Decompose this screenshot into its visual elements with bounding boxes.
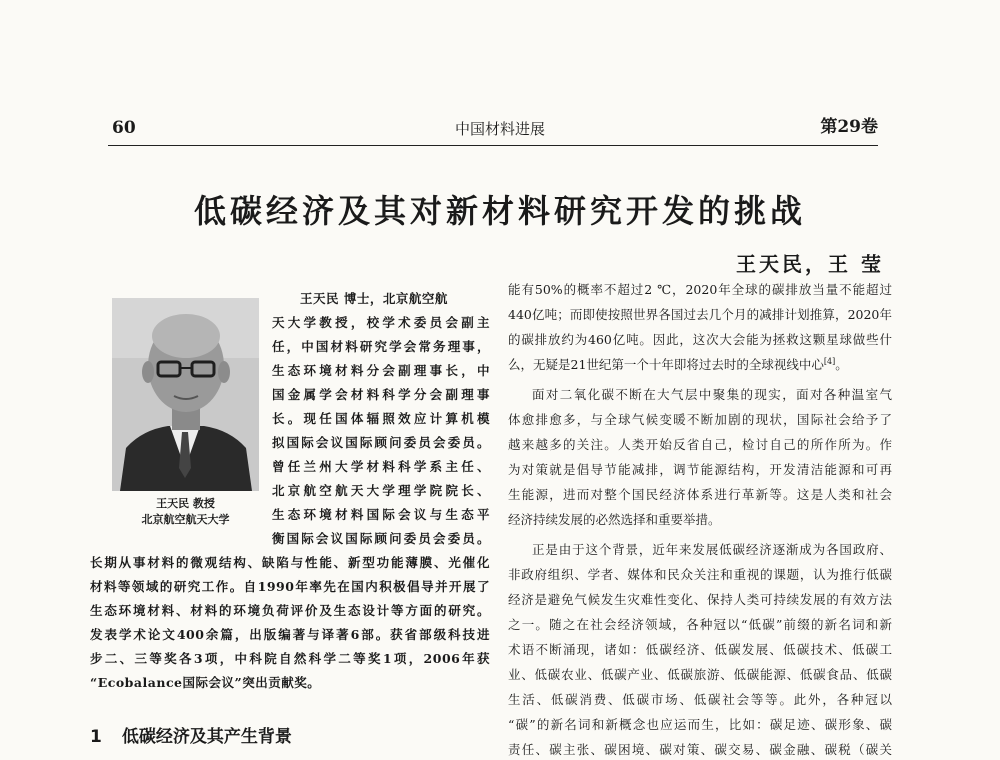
- bio-line: 天大学教授，校学术委员会副主: [272, 315, 490, 330]
- bio-line: 衡国际会议国际顾问委员会委员。: [272, 531, 490, 546]
- bio-line: 生态环境材料分会副理事长，中: [272, 363, 490, 378]
- section-number: 1: [90, 727, 102, 747]
- bio-line: 国金属学会材料科学分会副理事: [272, 387, 490, 402]
- body-line: 体愈排愈多，与全球气候变暖不断加剧的现状，国际社会给予了: [508, 412, 892, 427]
- bio-line: 生态环境材料、材料的环境负荷评价及生态设计等方面的研究。: [90, 603, 490, 618]
- section-title: 低碳经济及其产生背景: [121, 727, 292, 747]
- header-rule: [108, 145, 878, 146]
- body-line: 生能源，进而对整个国民经济体系进行革新等。这是人类和社会: [508, 487, 892, 502]
- body-line: 正是由于这个背景，近年来发展低碳经济逐渐成为各国政府、: [532, 542, 892, 557]
- journal-name: 中国材料进展: [454, 120, 545, 138]
- body-line: 440亿吨；而即使按照世界各国过去几个月的减排计划推算，2020年: [508, 307, 892, 322]
- body-line: 经济持续发展的必然选择和重要举措。: [508, 512, 721, 527]
- body-line: 经济是避免气候发生灾难性变化、保持人类可持续发展的有效方法: [508, 592, 892, 607]
- body-line: 的碳排放约为460亿吨。因此，这次大会能为拯救这颗星球做些什: [508, 332, 892, 347]
- caption-name: 王天民 教授: [156, 497, 215, 510]
- bio-line: 拟国际会议国际顾问委员会委员。: [272, 435, 490, 450]
- body-line: 能有50%的概率不超过2 ℃，2020年全球的碳排放当量不能超过: [508, 282, 892, 297]
- section-heading: [90, 722, 292, 747]
- page-number: 60: [112, 118, 136, 138]
- article-title: 低碳经济及其对新材料研究开发的挑战: [193, 192, 806, 230]
- body-line: 术语不断涌现，诸如：低碳经济、低碳发展、低碳技术、低碳工: [508, 642, 892, 657]
- bio-line: 长。现任国体辐照效应计算机模: [272, 411, 490, 426]
- photo-caption: [112, 496, 259, 528]
- body-line: “碳”的新名词和新概念也应运而生，比如：碳足迹、碳形象、碳: [508, 717, 892, 732]
- body-line: [508, 355, 892, 373]
- bio-line: 生态环境材料国际会议与生态平: [272, 507, 490, 522]
- bio-line: 发表学术论文400余篇，出版编著与译著6部。获省部级科技进: [90, 627, 490, 642]
- body-line: 生活、低碳消费、低碳市场、低碳社会等等。此外，各种冠以: [508, 692, 892, 707]
- body-line: 之一。随之在社会经济领域，各种冠以“低碳”前缀的新名词和新: [508, 617, 892, 632]
- volume-label: 第29卷: [820, 117, 878, 137]
- body-line: 责任、碳主张、碳困境、碳对策、碳交易、碳金融、碳税（碳关: [508, 742, 892, 757]
- body-line: 越来越多的关注。人类开始反省自己，检讨自己的所作所为。作: [508, 437, 892, 452]
- body-line: 业、低碳农业、低碳产业、低碳旅游、低碳能源、低碳食品、低碳: [508, 667, 892, 682]
- body-line-end: 。: [835, 357, 848, 372]
- body-line: 面对二氧化碳不断在大气层中聚集的现实，面对各种温室气: [532, 387, 892, 402]
- bio-line: 长期从事材料的微观结构、缺陷与性能、新型功能薄膜、光催化: [90, 555, 490, 570]
- body-line-text: 么，无疑是21世纪第一个十年即将过去时的全球视线中心: [508, 357, 824, 372]
- bio-line: 材料等领域的研究工作。自1990年率先在国内积极倡导并开展了: [90, 579, 490, 594]
- bio-line: 步二、三等奖各3项，中科院自然科学二等奖1项，2006年获: [90, 651, 490, 666]
- bio-line: “Ecobalance国际会议”突出贡献奖。: [90, 675, 321, 690]
- body-line: 非政府组织、学者、媒体和民众关注和重视的课题，认为推行低碳: [508, 567, 892, 582]
- bio-line: 北京航空航天大学理学院院长、: [272, 483, 490, 498]
- author-photo: [112, 298, 259, 491]
- bio-line: 任，中国材料研究学会常务理事，: [272, 339, 490, 354]
- body-line: 为对策就是倡导节能减排，调节能源结构，开发清洁能源和可再: [508, 462, 892, 477]
- caption-affiliation: 北京航空航天大学: [141, 513, 230, 526]
- article-authors: 王天民，王 莹: [736, 252, 884, 276]
- citation-ref[interactable]: [4]: [823, 356, 836, 366]
- bio-line: 曾任兰州大学材料科学系主任、: [272, 459, 490, 474]
- bio-line: 王天民 博士，北京航空航: [300, 291, 448, 306]
